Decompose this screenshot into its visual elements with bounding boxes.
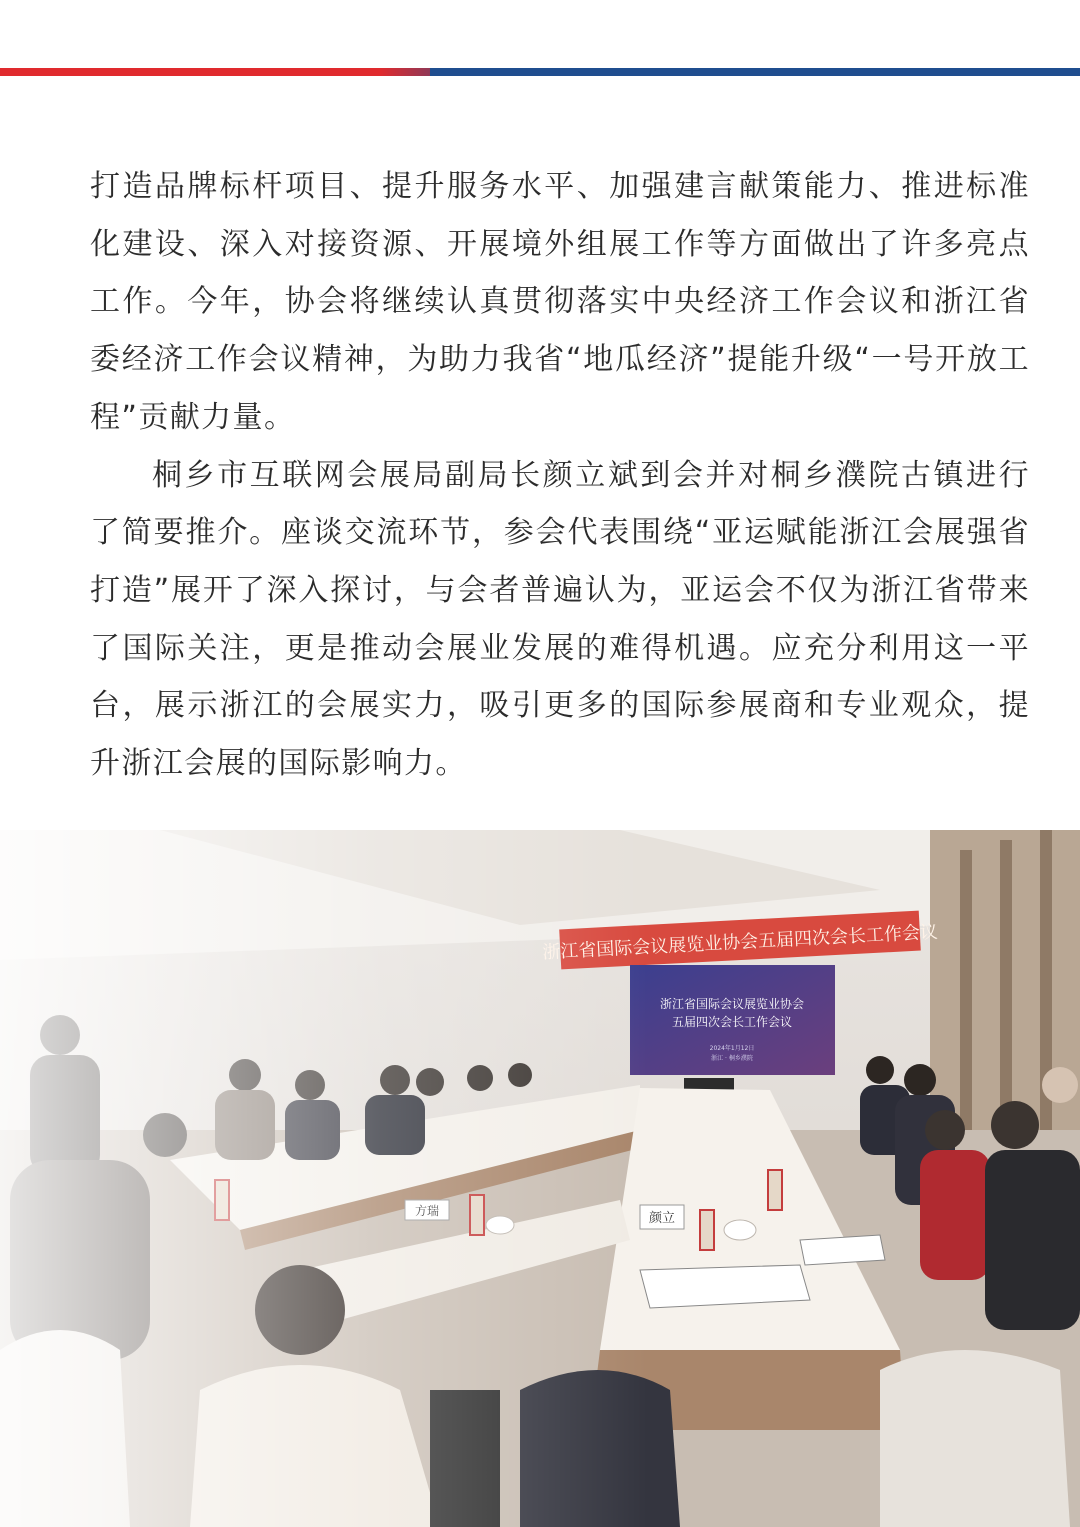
meeting-photo: [0, 830, 1080, 1527]
header-color-rule: [0, 68, 1080, 76]
meeting-photo-illustration: [0, 830, 1080, 1527]
header-rule-red: [0, 68, 440, 76]
article-paragraph-2: 桐乡市互联网会展局副局长颜立斌到会并对桐乡濮院古镇进行了简要推介。座谈交流环节，参会代表围绕“亚运赋能浙江会展强省打造”展开了深入探讨，与会者普遍认为，亚运会不仅为浙江省带来了国际关注，更是推动会展业发展的难得机遇。应充分利用这一平台，展示浙江的会展实力，吸引更多的国际参展商和专业观众，提升浙江会展的国际影响力。: [90, 457, 1030, 782]
article-body: [90, 158, 1030, 793]
photo-fade-overlay: [0, 830, 1080, 1527]
header-rule-blue: [430, 68, 1080, 76]
article-paragraph-1: 打造品牌标杆项目、提升服务水平、加强建言献策能力、推进标准化建设、深入对接资源、开展境外组展工作等方面做出了许多亮点工作。今年，协会将继续认真贯彻落实中央经济工作会议和浙江省委经济工作会议精神，为助力我省“地瓜经济”提能升级“一号开放工程”贡献力量。: [90, 169, 1030, 435]
